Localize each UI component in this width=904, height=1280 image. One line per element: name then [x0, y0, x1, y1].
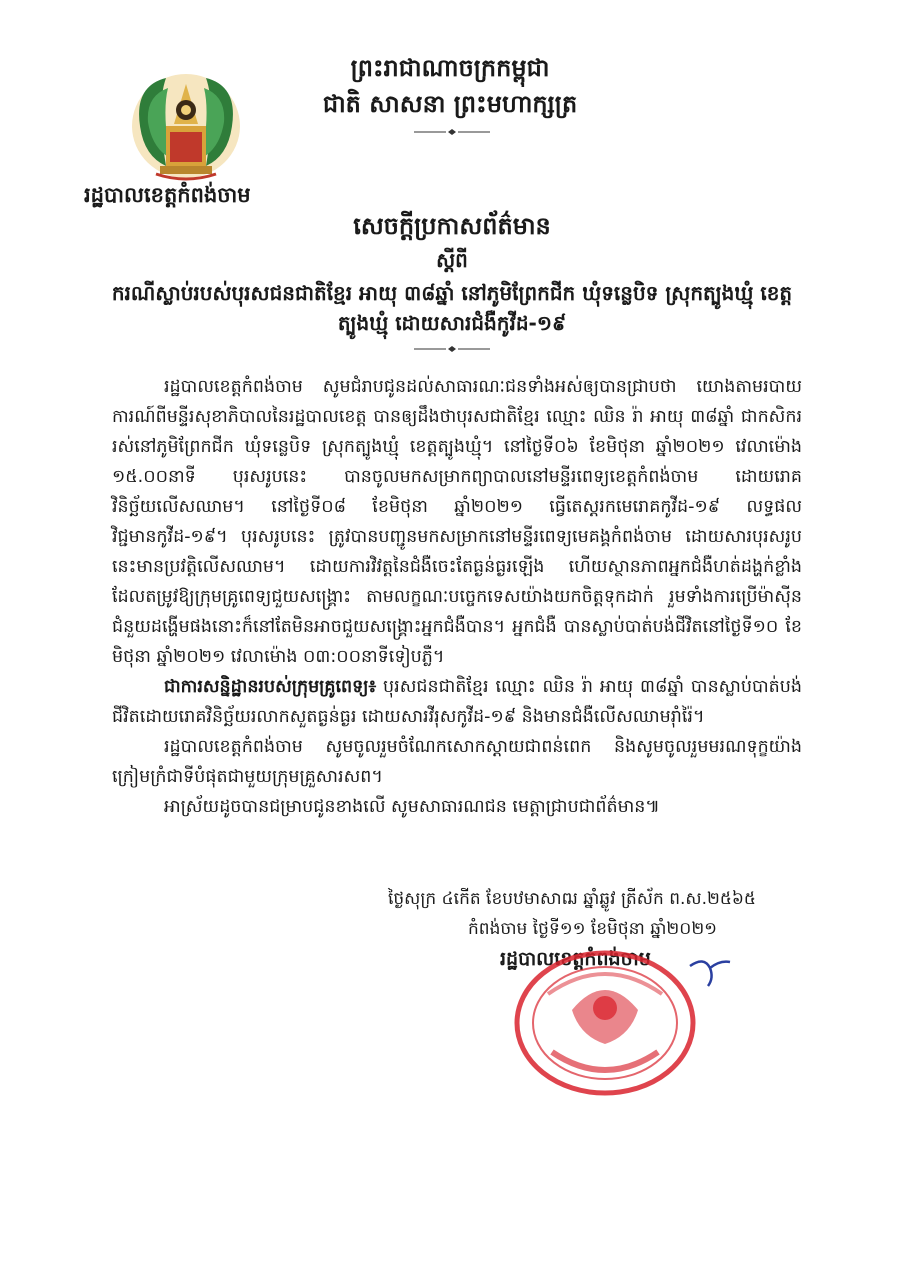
official-seal-icon — [512, 948, 698, 1098]
ornament-divider-icon — [412, 344, 492, 356]
provincial-emblem-icon — [126, 66, 246, 186]
paragraph-condolence: រដ្ឋបាលខេត្តកំពង់ចាម សូមចូលរួមចំណែកសោកស្តាយជាពន់ពេក និងសូមចូលរួមមរណទុក្ខយ៉ាងក្រៀមក្រំជាទីបំផុតជាមួយក្រុមគ្រួសារសព។ — [112, 737, 802, 787]
paragraph-closing: អាស្រ័យដូចបានជម្រាបជូនខាងលើ សូមសាធារណជន មេត្តាជ្រាបជាព័ត៌មាន៕ — [164, 797, 660, 817]
paragraph-conclusion — [112, 672, 802, 732]
kingdom-header — [300, 50, 600, 122]
solar-date: កំពង់ចាម ថ្ងៃទី១១ ខែមិថុនា ឆ្នាំ២០២១ — [468, 919, 718, 939]
signatory-name: រដ្ឋបាលខេត្តកំពង់ចាម — [500, 948, 651, 970]
document-title: សេចក្តីប្រកាសព័ត៌មាន — [353, 212, 551, 240]
conclusion-lead: ជាការសន្និដ្ឋានរបស់ក្រុមគ្រូពេទ្យ៖ — [164, 677, 377, 697]
kingdom-name: ព្រះរាជាណាចក្រកម្ពុជា — [350, 53, 550, 82]
title-about: ស្តីពី — [436, 248, 468, 272]
ornament-divider-icon — [412, 127, 492, 139]
national-motto: ជាតិ សាសនា ព្រះមហាក្សត្រ — [322, 89, 578, 118]
lunar-date: ថ្ងៃសុក្រ ៤កើត ខែបឋមាសាឍ ឆ្នាំឆ្លូវ ត្រីស័ក ព.ស.២៥៦៥ — [388, 889, 756, 909]
signature-icon — [680, 952, 740, 992]
title-subject: ករណីស្លាប់របស់បុរសជនជាតិខ្មែរ អាយុ ៣៨ឆ្នាំ នៅភូមិព្រែកជីក ឃុំទន្លេបិទ ស្រុកត្បូងឃ្មុំ ខេត្តត្បូងឃ្មុំ ដោយសារជំងឺកូវីដ-១៩ — [111, 281, 793, 335]
paragraph-report: រដ្ឋបាលខេត្តកំពង់ចាម សូមជំរាបជូនដល់សាធារណៈជនទាំងអស់ឲ្យបានជ្រាបថា យោងតាមរបាយការណ៍ពីមន្ទីរសុខាភិបាលនៃរដ្ឋបាលខេត្ត បានឲ្យដឹងថាបុរសជាតិខ្មែរ ឈ្មោះ ឈិន រ៉ា អាយុ ៣៨ឆ្នាំ ជាកសិករ រស់នៅភូមិព្រែកជីក ឃុំទន្លេបិទ ស្រុកត្បូងឃ្មុំ ខេត្តត្បូងឃ្មុំ។ នៅថ្ងៃទី០៦ ខែមិថុនា ឆ្នាំ២០២១ វេលាម៉ោង ១៥.០០នាទី បុរសរូបនេះ បានចូលមកសម្រាកព្យាបាលនៅមន្ទីរពេទ្យខេត្តកំពង់ចាម ដោយរោគវិនិច្ឆ័យលើសឈាម។ នៅថ្ងៃទី០៨ ខែមិថុនា ឆ្នាំ២០២១ ធ្វើតេស្តរកមេរោគកូវីដ-១៩ លទ្ធផលវិជ្ជមានកូវីដ-១៩។ បុរសរូបនេះ ត្រូវបានបញ្ជូនមកសម្រាកនៅមន្ទីរពេទ្យមេគង្គកំពង់ចាម ដោយសារបុរសរូបនេះមានប្រវត្តិលើសឈាម។ ដោយការវិវត្តនៃជំងឺចេះតែធ្ងន់ធ្ងរឡើង ហើយស្ថានភាពអ្នកជំងឺហត់ដង្ហក់ខ្លាំង ដែលតម្រូវឱ្យក្រុមគ្រូពេទ្យជួយសង្គ្រោះ តាមលក្ខណៈបច្ចេកទេសយ៉ាងយកចិត្តទុកដាក់ រួមទាំងការប្រើម៉ាស៊ីនជំនួយដង្ហើមផងនោះក៏នៅតែមិនអាចជួយសង្គ្រោះអ្នកជំងឺបាន។ អ្នកជំងឺ បានស្លាប់បាត់បង់ជីវិតនៅថ្ងៃទី១០ ខែមិថុនា ឆ្នាំ២០២១ វេលាម៉ោង ០៣:០០នាទីទៀបភ្លឺ។ — [112, 377, 802, 667]
issuing-agency: រដ្ឋបាលខេត្តកំពង់ចាម — [84, 183, 251, 207]
conclusion-text: បុរសជនជាតិខ្មែរ ឈ្មោះ ឈិន រ៉ា អាយុ ៣៨ឆ្នាំ បានស្លាប់បាត់បង់ជីវិតដោយរោគវិនិច្ឆ័យរលាកសួតធ្ងន់ធ្ងរ ដោយសារវីរុសកូវីដ-១៩ និងមានជំងឺលើសឈាមរ៉ាំរ៉ៃ។ — [112, 677, 802, 727]
document-body — [112, 372, 802, 822]
